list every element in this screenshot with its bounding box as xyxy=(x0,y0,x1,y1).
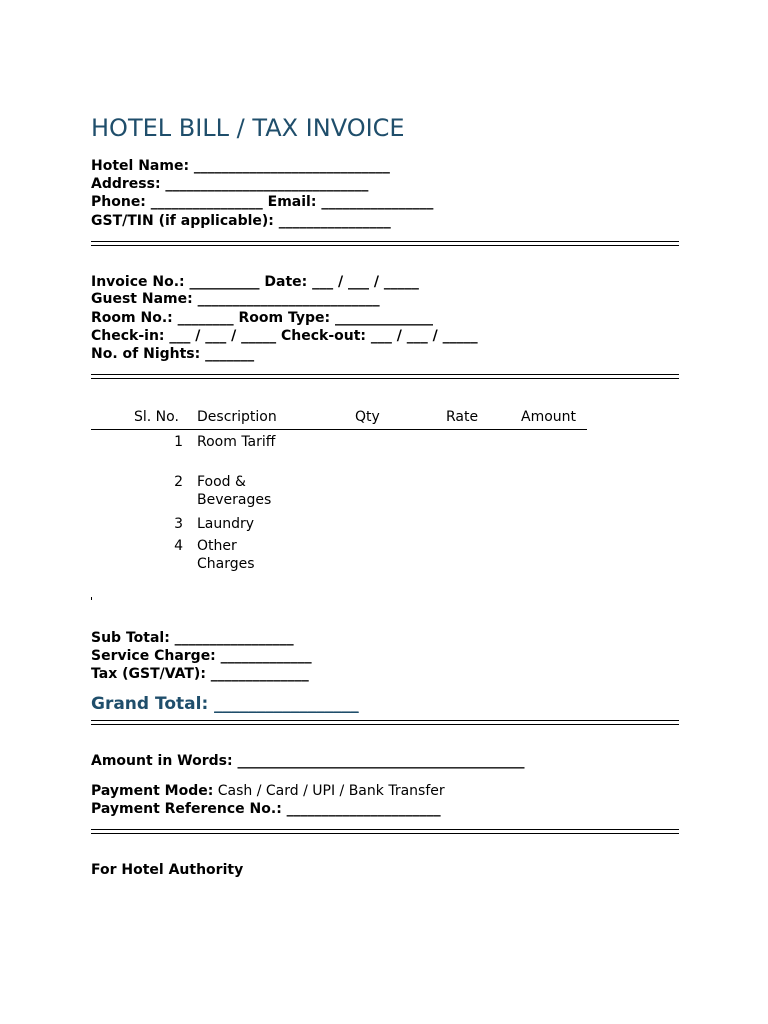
section-divider xyxy=(91,829,679,834)
payment-mode-value: Cash / Card / UPI / Bank Transfer xyxy=(213,783,445,799)
header-amount: Amount xyxy=(521,409,577,425)
payment-reference-field: Payment Reference No.: ______________________ xyxy=(91,801,441,817)
amount-words-field: Amount in Words: _________________________________________ xyxy=(91,753,525,769)
tax-field: Tax (GST/VAT): ______________ xyxy=(91,666,309,682)
table-header xyxy=(91,408,587,430)
grand-total xyxy=(91,694,359,714)
section-divider xyxy=(91,374,679,379)
row-number: 3 xyxy=(174,516,183,532)
row-description: Other Charges xyxy=(197,538,255,572)
sub-total-field: Sub Total: _________________ xyxy=(91,630,294,646)
room-field: Room No.: ________ Room Type: ______________ xyxy=(91,310,433,326)
row-number: 4 xyxy=(174,538,183,554)
header-qty: Qty xyxy=(355,409,380,425)
row-description: Food & Beverages xyxy=(197,474,272,508)
hotel-authority-label: For Hotel Authority xyxy=(91,862,244,878)
section-divider xyxy=(91,720,679,725)
row-number: 1 xyxy=(174,434,183,450)
payment-mode-label: Payment Mode: xyxy=(91,783,214,799)
tick-mark xyxy=(91,597,92,600)
page-title: HOTEL BILL / TAX INVOICE xyxy=(91,114,405,142)
nights-field: No. of Nights: _______ xyxy=(91,346,255,362)
payment-mode-field xyxy=(91,782,445,800)
gst-field: GST/TIN (if applicable): ________________ xyxy=(91,213,391,229)
row-description: Room Tariff xyxy=(197,434,276,450)
row-number: 2 xyxy=(174,474,183,490)
service-charge-field: Service Charge: _____________ xyxy=(91,648,312,664)
address-field: Address: _____________________________ xyxy=(91,176,369,192)
section-divider xyxy=(91,241,679,246)
invoice-date-field: Invoice No.: __________ Date: ___ / ___ / _____ xyxy=(91,274,419,290)
header-rate: Rate xyxy=(446,409,479,425)
checkin-checkout-field: Check-in: ___ / ___ / _____ Check-out: ___ / ___ / _____ xyxy=(91,328,478,344)
phone-email-field: Phone: ________________ Email: ________________ xyxy=(91,194,434,210)
hotel-name-field: Hotel Name: ____________________________ xyxy=(91,158,390,174)
header-sl-no: Sl. No. xyxy=(134,409,179,425)
header-description: Description xyxy=(197,409,277,425)
grand-total-blank: _________________ xyxy=(214,694,359,714)
grand-total-label: Grand Total: xyxy=(91,694,215,714)
row-description: Laundry xyxy=(197,516,255,532)
guest-name-field: Guest Name: __________________________ xyxy=(91,291,380,307)
